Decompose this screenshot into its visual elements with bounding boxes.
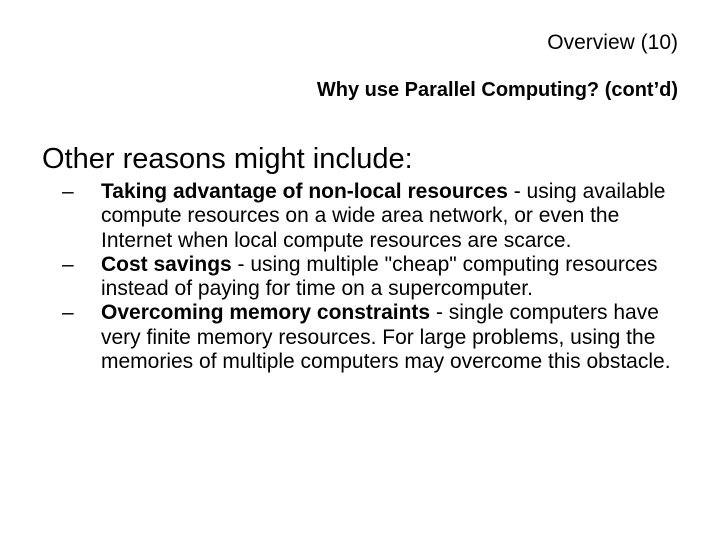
slide-subtitle: Why use Parallel Computing? (cont’d)	[316, 79, 678, 101]
slide-title: Overview (10)	[547, 31, 678, 54]
bullet-item-non-local-resources	[62, 180, 692, 253]
bullet-dash: –	[62, 301, 74, 325]
bullet-text: - using available compute resources on a wide area network, or even the Internet when local compute resources are scarce.	[101, 180, 666, 252]
bullet-text: - single computers have very finite memory resources. For large problems, using the memories of multiple computers may overcome this obstacle.	[101, 301, 671, 374]
bullet-dash: –	[62, 180, 74, 203]
bullet-term: Cost savings	[101, 252, 232, 276]
bullet-item-memory-constraints	[62, 301, 692, 374]
bullet-list	[62, 180, 692, 374]
bullet-term: Taking advantage of non-local resources	[101, 180, 508, 203]
bullet-text: - using multiple "cheap" computing resources instead of paying for time on a supercomputer.	[101, 252, 658, 301]
bullet-term: Overcoming memory constraints	[101, 301, 431, 325]
bullet-dash: –	[62, 252, 74, 276]
bullet-item-cost-savings	[62, 253, 692, 302]
intro-text: Other reasons might include:	[42, 143, 413, 175]
